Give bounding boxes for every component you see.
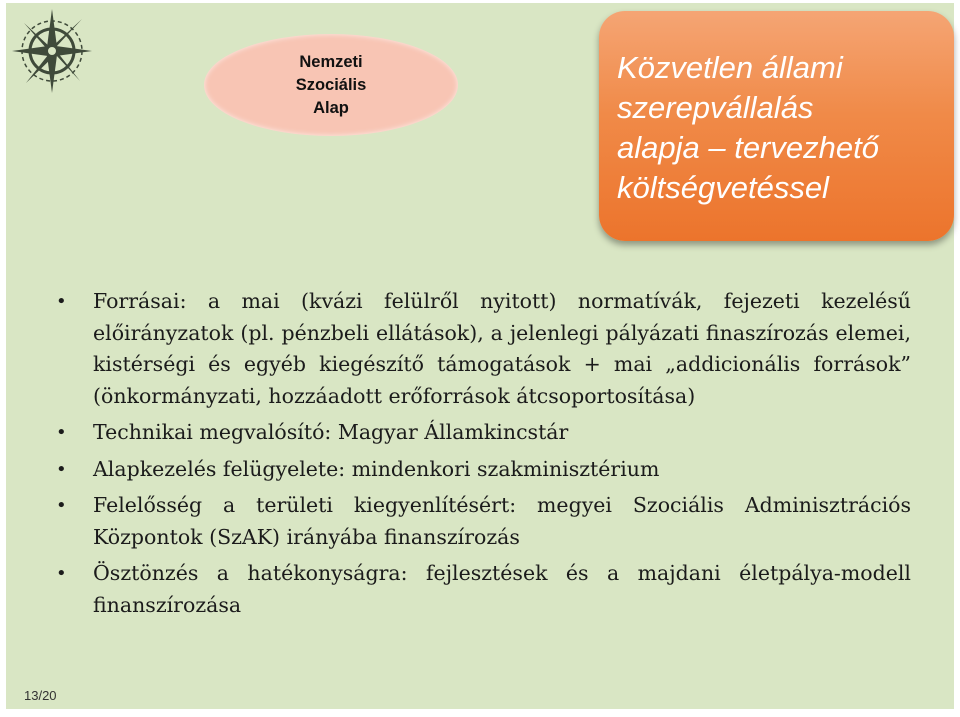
list-item — [56, 490, 911, 553]
bullet-text: Felelősség a területi kiegyenlítésért: megyei Szociális Adminisztrációs Központok (SzAK) irányába finanszírozás — [93, 493, 911, 549]
oval-label: Nemzeti Szociális Alap — [295, 52, 367, 117]
bullet-list — [56, 286, 911, 626]
bullet-text: Ösztönzés a hatékonyságra: fejlesztések és a majdani életpálya-modell finanszírozása — [93, 561, 911, 617]
compass-logo-icon — [10, 3, 98, 99]
bullet-icon: • — [56, 422, 67, 443]
bullet-icon: • — [56, 495, 67, 516]
slide — [6, 3, 954, 709]
bullet-icon: • — [56, 458, 67, 480]
highlight-box — [599, 11, 954, 241]
page-number: 13/20 — [24, 688, 57, 703]
bullet-icon: • — [56, 563, 67, 584]
bullet-text: Technikai megvalósító: Magyar Államkincstár — [93, 420, 569, 444]
list-item — [56, 417, 911, 449]
bullet-text: Alapkezelés felügyelete: mindenkori szakminisztérium — [93, 456, 660, 481]
bullet-text: Forrásai: a mai (kvázi felülről nyitott) normatívák, fejezeti kezelésű előirányzatok (pl. pénzbeli ellátások), a jelenlegi pályázati finaszírozás elemei, kistérségi és egyéb kiegészítő támogatások + mai „addicionális források” (önkormányzati, hozzáadott erőforrások átcsoportosítása) — [93, 289, 911, 408]
highlight-text: Közvetlen állami szerepvállalás alapja – tervezhető költségvetéssel — [617, 50, 879, 205]
list-item — [56, 454, 911, 486]
list-item — [56, 286, 911, 412]
bullet-icon: • — [56, 291, 67, 312]
nemzeti-szocialis-alap-oval — [204, 34, 458, 136]
list-item — [56, 558, 911, 621]
